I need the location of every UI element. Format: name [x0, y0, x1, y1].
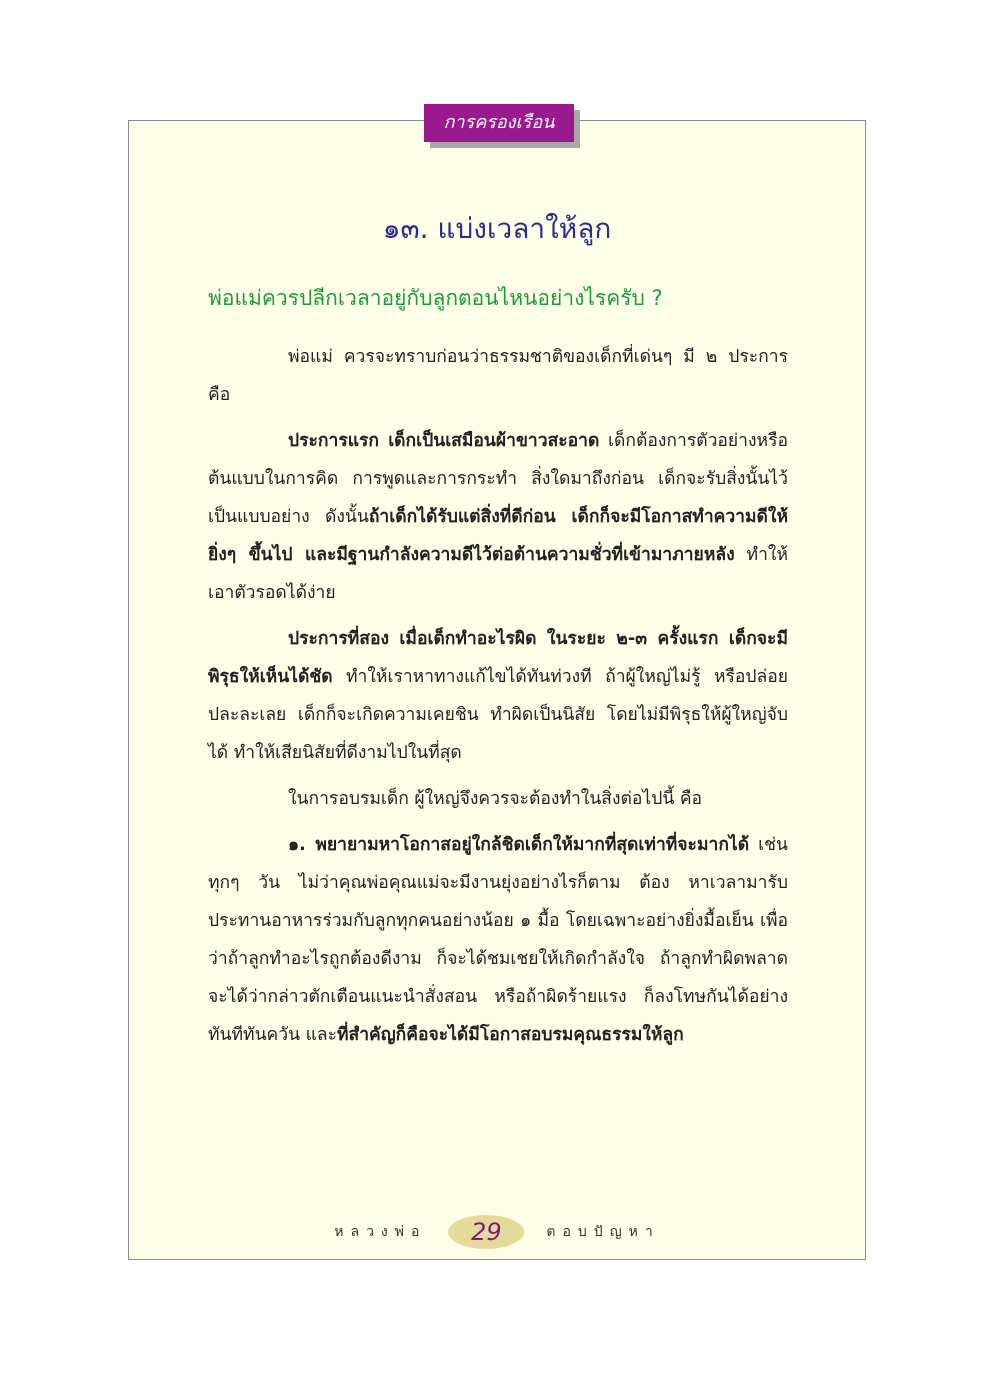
page-number: 29	[448, 1215, 524, 1249]
footer-right-text: ตอบปัญหา	[546, 1224, 660, 1240]
p3-bold: ประการที่สอง เมื่อเด็กทำอะไรผิด ในระยะ ๒-๓ ครั้งแรก เด็กจะมีพิรุธให้เห็นได้ชัด	[208, 629, 788, 687]
paragraph-2	[208, 422, 788, 612]
page-footer	[128, 1212, 866, 1252]
question-heading: พ่อแม่ควรปลีกเวลาอยู่กับลูกตอนไหนอย่างไรครับ ?	[208, 286, 663, 310]
p2-text-1: เด็กต้องการตัวอย่างหรือต้นแบบในการคิด การพูดและการกระทำ สิ่งใดมาถึงก่อน เด็กจะรับสิ่งนั้นไว้เป็นแบบอย่าง ดังนั้น	[208, 431, 788, 527]
p3-text: ทำให้เราหาทางแก้ไขได้ทันท่วงที ถ้าผู้ใหญ่ไม่รู้ หรือปล่อยปละละเลย เด็กก็จะเกิดความเคยชิน ทำผิดเป็นนิสัย โดยไม่มีพิรุธให้ผู้ใหญ่จับได้ ทำให้เสียนิสัยที่ดีงามไปในที่สุด	[208, 667, 788, 763]
p5-text: เช่น ทุกๆ วัน ไม่ว่าคุณพ่อคุณแม่จะมีงานยุ่งอย่างไรก็ตาม ต้อง หาเวลามารับประทานอาหารร่วมกับลูกทุกคนอย่างน้อย ๑ มื้อ โดยเฉพาะอย่างยิ่งมื้อเย็น เพื่อว่าถ้าลูกทำอะไรถูกต้องดีงาม ก็จะได้ชมเชยให้เกิดกำลังใจ ถ้าลูกทำผิดพลาด จะได้ว่ากล่าวตักเตือนแนะนำสั่งสอน หรือถ้าผิดร้ายแรง ก็ลงโทษกันได้อย่างทันทีทันควัน และ	[208, 835, 788, 1045]
p2-bold-1: ประการแรก เด็กเป็นเสมือนผ้าขาวสะอาด	[288, 431, 600, 451]
paragraph-1: พ่อแม่ ควรจะทราบก่อนว่าธรรมชาติของเด็กที่เด่นๆ มี ๒ ประการ คือ	[208, 347, 788, 405]
p2-text-2: ทำให้เอาตัวรอดได้ง่าย	[208, 545, 788, 603]
p5-bold-2: ที่สำคัญก็คือจะได้มีโอกาสอบรมคุณธรรมให้ลูก	[337, 1025, 684, 1045]
footer-left-text: หลวงพ่อ	[334, 1224, 427, 1240]
p5-bold-1: ๑. พยายามหาโอกาสอยู่ใกล้ชิดเด็กให้มากที่สุดเท่าที่จะมากได้	[288, 835, 750, 855]
chapter-title: ๑๓. แบ่งเวลาให้ลูก	[382, 212, 612, 245]
paragraph-5	[208, 826, 788, 1054]
p2-bold-2: ถ้าเด็กได้รับแต่สิ่งที่ดีก่อน เด็กก็จะมีโอกาสทำความดีให้ยิ่งๆ ขึ้นไป และมีฐานกำลังความดีไว้ต่อต้านความชั่วที่เข้ามาภายหลัง	[208, 507, 788, 565]
body-text	[208, 338, 788, 1062]
paragraph-4: ในการอบรมเด็ก ผู้ใหญ่จึงควรจะต้องทำในสิ่งต่อไปนี้ คือ	[288, 789, 703, 809]
paragraph-3	[208, 620, 788, 772]
section-tag: การครองเรือน	[424, 104, 574, 142]
